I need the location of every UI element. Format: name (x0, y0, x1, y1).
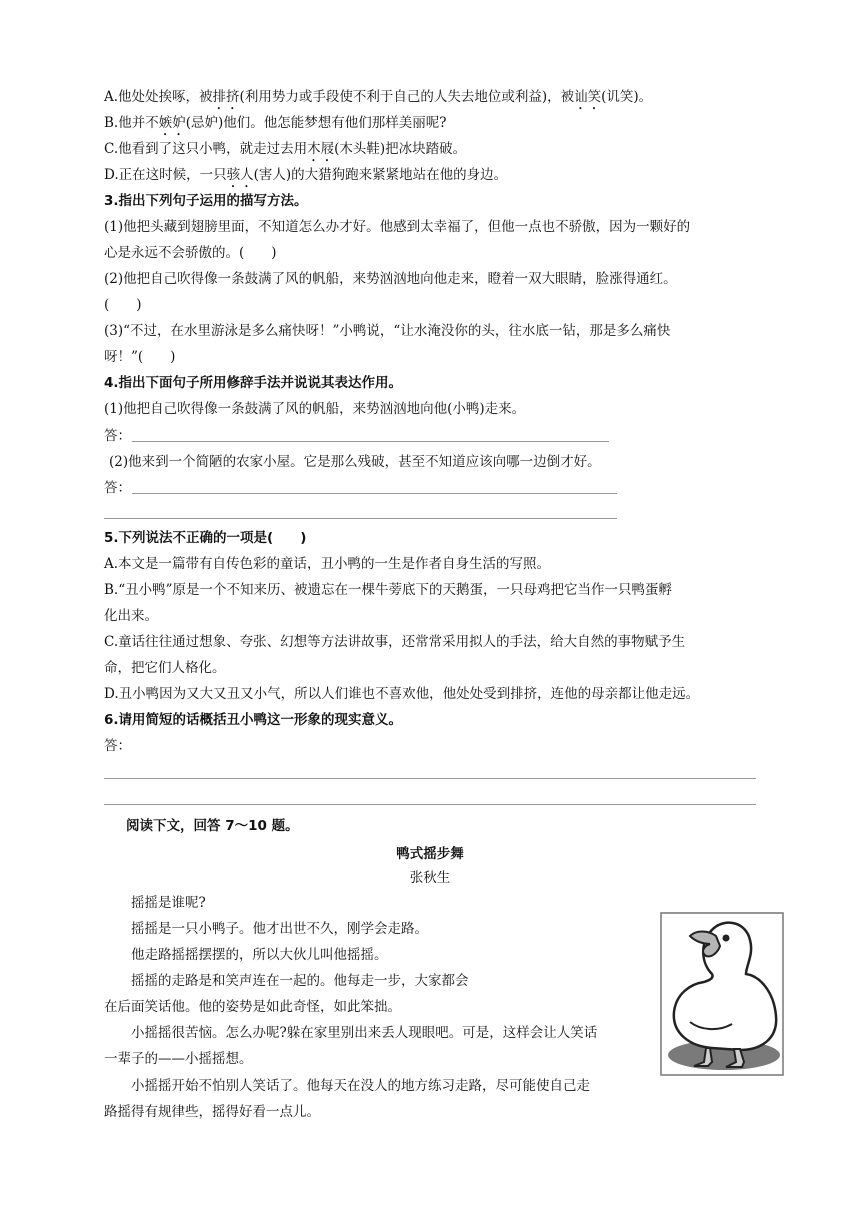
passage-paragraph: 小摇摇很苦恼。怎么办呢?躲在家里别出来丢人现眼吧。可是，这样会让人笑话 (131, 1025, 598, 1041)
q2-a-post: (讥笑)。 (601, 89, 653, 105)
q2-option-b (104, 114, 447, 139)
q4-answer-2-label: 答： (104, 480, 131, 496)
q6-answer-line-1 (104, 778, 756, 779)
q5-option-b-1: B.“丑小鸭”原是一个不知来历、被遗忘在一棵牛蒡底下的天鹅蛋，一只母鸡把它当作一只鸭蛋孵 (104, 582, 673, 598)
q6-answer-line-2 (104, 804, 756, 805)
q5-option-a: A.本文是一篇带有自传色彩的童话，丑小鸭的一生是作者自身生活的写照。 (104, 556, 551, 572)
q3-sentence-2a: (2)他把自己吹得像一条鼓满了风的帆船，来势汹汹地向他走来，瞪着一双大眼睛，脸涨得通红。 (104, 271, 677, 287)
passage-paragraph-cont: 在后面笑话他。他的姿势是如此奇怪，如此笨拙。 (104, 999, 401, 1015)
q3-sentence-1b: 心是永远不会骄傲的。( ) (104, 245, 277, 261)
q2-option-d (104, 166, 507, 191)
reading-intro: 阅读下文，回答 7～10 题。 (126, 818, 299, 834)
q2-a-word1: 排挤 (212, 89, 240, 105)
q5-option-b-2: 化出来。 (104, 608, 158, 624)
passage-paragraph: 摇摇的走路是和笑声连在一起的。他每走一步，大家都会 (131, 973, 469, 989)
q5-option-c-1: C.童话往往通过想象、夸张、幻想等方法讲故事，还常常采用拟人的手法，给大自然的事物赋予生 (104, 634, 686, 650)
passage-author: 张秋生 (409, 870, 451, 886)
q2-c-post: (木头鞋)把冰块踏破。 (334, 141, 467, 157)
q3-title: 3.指出下列句子运用的描写方法。 (104, 193, 308, 209)
q4-answer-1-label: 答： (104, 428, 131, 444)
q2-d-post: (害人)的大猎狗跑来紧紧地站在他的身边。 (253, 167, 508, 183)
q6-answer-label: 答： (104, 738, 131, 754)
q2-option-a (104, 88, 652, 113)
q4-sentence-2: (2)他来到一个简陋的农家小屋。它是那么残破，甚至不知道应该向哪一边倒才好。 (109, 454, 601, 470)
duckling-illustration (660, 912, 784, 1076)
q2-b-text: B.他并不 (104, 115, 159, 131)
passage-paragraph: 摇摇是谁呢? (131, 895, 206, 911)
passage-paragraph: 他走路摇摇摆摆的，所以大伙儿叫他摇摇。 (131, 947, 388, 963)
q4-answer-2-line (132, 493, 617, 494)
q3-sentence-3b: 呀！”( ) (104, 349, 176, 365)
q4-answer-2-line-2 (104, 518, 617, 519)
q2-c-text: C.他看到了这只小鸭，就走过去用 (104, 141, 308, 157)
q2-c-word: 木屐 (307, 141, 335, 157)
q4-title: 4.指出下面句子所用修辞手法并说说其表达作用。 (104, 375, 403, 391)
passage-paragraph: 小摇摇开始不怕别人笑话了。他每天在没人的地方练习走路，尽可能使自己走 (131, 1078, 590, 1094)
q5-title: 5.下列说法不正确的一项是( ) (104, 530, 307, 546)
passage-paragraph: 摇摇是一只小鸭子。他才出世不久，刚学会走路。 (131, 921, 428, 937)
passage-paragraph-cont: 一辈子的——小摇摇想。 (104, 1051, 253, 1067)
q2-a-text: A.他处处挨啄，被 (104, 89, 213, 105)
q5-option-c-2: 命，把它们人格化。 (104, 660, 226, 676)
passage-paragraph-cont: 路摇得有规律些，摇得好看一点儿。 (104, 1104, 320, 1120)
q2-b-post: (忌妒)他们。他怎能梦想有他们那样美丽呢? (185, 115, 447, 131)
q4-sentence-1: (1)他把自己吹得像一条鼓满了风的帆船，来势汹汹地向他(小鸭)走来。 (104, 401, 526, 417)
q3-sentence-1a: (1)他把头藏到翅膀里面，不知道怎么办才好。他感到太幸福了，但他一点也不骄傲，因为一颗好的 (104, 219, 691, 235)
q6-title: 6.请用简短的话概括丑小鸭这一形象的现实意义。 (104, 712, 403, 728)
q2-d-word: 骇人 (226, 167, 254, 183)
q2-d-text: D.正在这时候，一只 (104, 167, 227, 183)
q3-sentence-3a: (3)“不过，在水里游泳是多么痛快呀！”小鸭说，“让水淹没你的头，往水底一钻，那是多么痛快 (104, 323, 671, 339)
q2-b-word: 嫉妒 (158, 115, 186, 131)
q5-option-d: D.丑小鸭因为又大又丑又小气，所以人们谁也不喜欢他，他处处受到排挤，连他的母亲都让他走远。 (104, 686, 700, 702)
q2-a-word2: 讪笑 (574, 89, 602, 105)
q4-answer-1-line (132, 441, 609, 442)
q2-option-c (104, 140, 466, 165)
q3-sentence-2b: ( ) (104, 297, 142, 313)
q2-a-mid: (利用势力或手段使不利于自己的人失去地位或利益)，被 (239, 89, 575, 105)
passage-title: 鸭式摇步舞 (396, 846, 464, 862)
